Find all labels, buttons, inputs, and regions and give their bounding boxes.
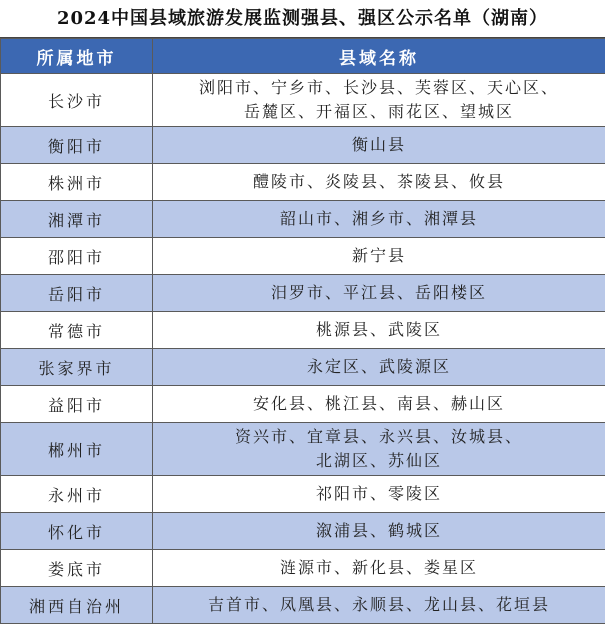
city-cell: 常德市	[1, 312, 153, 349]
table-row	[1, 164, 605, 201]
areas-cell	[153, 127, 605, 164]
city-cell: 永州市	[1, 476, 153, 513]
header-areas: 县域名称	[153, 39, 605, 74]
city-cell: 怀化市	[1, 513, 153, 550]
areas-cell	[153, 349, 605, 386]
city-cell: 岳阳市	[1, 275, 153, 312]
table-row	[1, 550, 605, 587]
page-title: 2024中国县域旅游发展监测强县、强区公示名单（湖南）	[0, 0, 605, 38]
city-cell: 株洲市	[1, 164, 153, 201]
city-cell: 娄底市	[1, 550, 153, 587]
areas-line: 涟源市、新化县、娄星区	[279, 558, 478, 577]
table-row	[1, 476, 605, 513]
areas-cell	[153, 201, 605, 238]
city-cell: 衡阳市	[1, 127, 153, 164]
city-cell: 长沙市	[1, 74, 153, 127]
areas-cell	[153, 550, 605, 587]
table-row	[1, 238, 605, 275]
areas-cell	[153, 476, 605, 513]
table-row	[1, 349, 605, 386]
areas-line: 永定区、武陵源区	[306, 357, 451, 376]
table-row	[1, 275, 605, 312]
table-row	[1, 423, 605, 476]
areas-cell	[153, 275, 605, 312]
areas-line: 桃源县、武陵区	[315, 320, 442, 339]
table-row	[1, 201, 605, 238]
table-header-row	[1, 39, 605, 74]
table-row	[1, 587, 605, 624]
table-row	[1, 127, 605, 164]
table-row	[1, 312, 605, 349]
areas-line: 北湖区、苏仙区	[315, 451, 442, 470]
areas-line: 吉首市、凤凰县、永顺县、龙山县、花垣县	[207, 595, 550, 614]
areas-cell	[153, 386, 605, 423]
areas-line: 岳麓区、开福区、雨花区、望城区	[243, 102, 514, 121]
areas-line: 溆浦县、鹤城区	[315, 521, 442, 540]
areas-cell	[153, 164, 605, 201]
areas-line: 衡山县	[351, 135, 406, 154]
areas-cell	[153, 513, 605, 550]
areas-line: 祁阳市、零陵区	[315, 484, 442, 503]
table-row	[1, 74, 605, 127]
areas-cell	[153, 423, 605, 476]
county-list-table	[0, 38, 605, 624]
areas-cell	[153, 74, 605, 127]
table-row	[1, 386, 605, 423]
table-row	[1, 513, 605, 550]
areas-cell	[153, 238, 605, 275]
areas-line: 安化县、桃江县、南县、赫山区	[252, 394, 505, 413]
city-cell: 益阳市	[1, 386, 153, 423]
areas-line: 新宁县	[351, 246, 406, 265]
areas-line: 醴陵市、炎陵县、茶陵县、攸县	[252, 172, 505, 191]
areas-line: 韶山市、湘乡市、湘潭县	[279, 209, 478, 228]
city-cell: 邵阳市	[1, 238, 153, 275]
areas-line: 浏阳市、宁乡市、长沙县、芙蓉区、天心区、	[198, 78, 559, 97]
areas-line: 汨罗市、平江县、岳阳楼区	[270, 283, 487, 302]
areas-cell	[153, 312, 605, 349]
header-city: 所属地市	[1, 39, 153, 74]
city-cell: 湘西自治州	[1, 587, 153, 624]
city-cell: 郴州市	[1, 423, 153, 476]
areas-line: 资兴市、宜章县、永兴县、汝城县、	[234, 427, 523, 446]
city-cell: 张家界市	[1, 349, 153, 386]
areas-cell	[153, 587, 605, 624]
city-cell: 湘潭市	[1, 201, 153, 238]
